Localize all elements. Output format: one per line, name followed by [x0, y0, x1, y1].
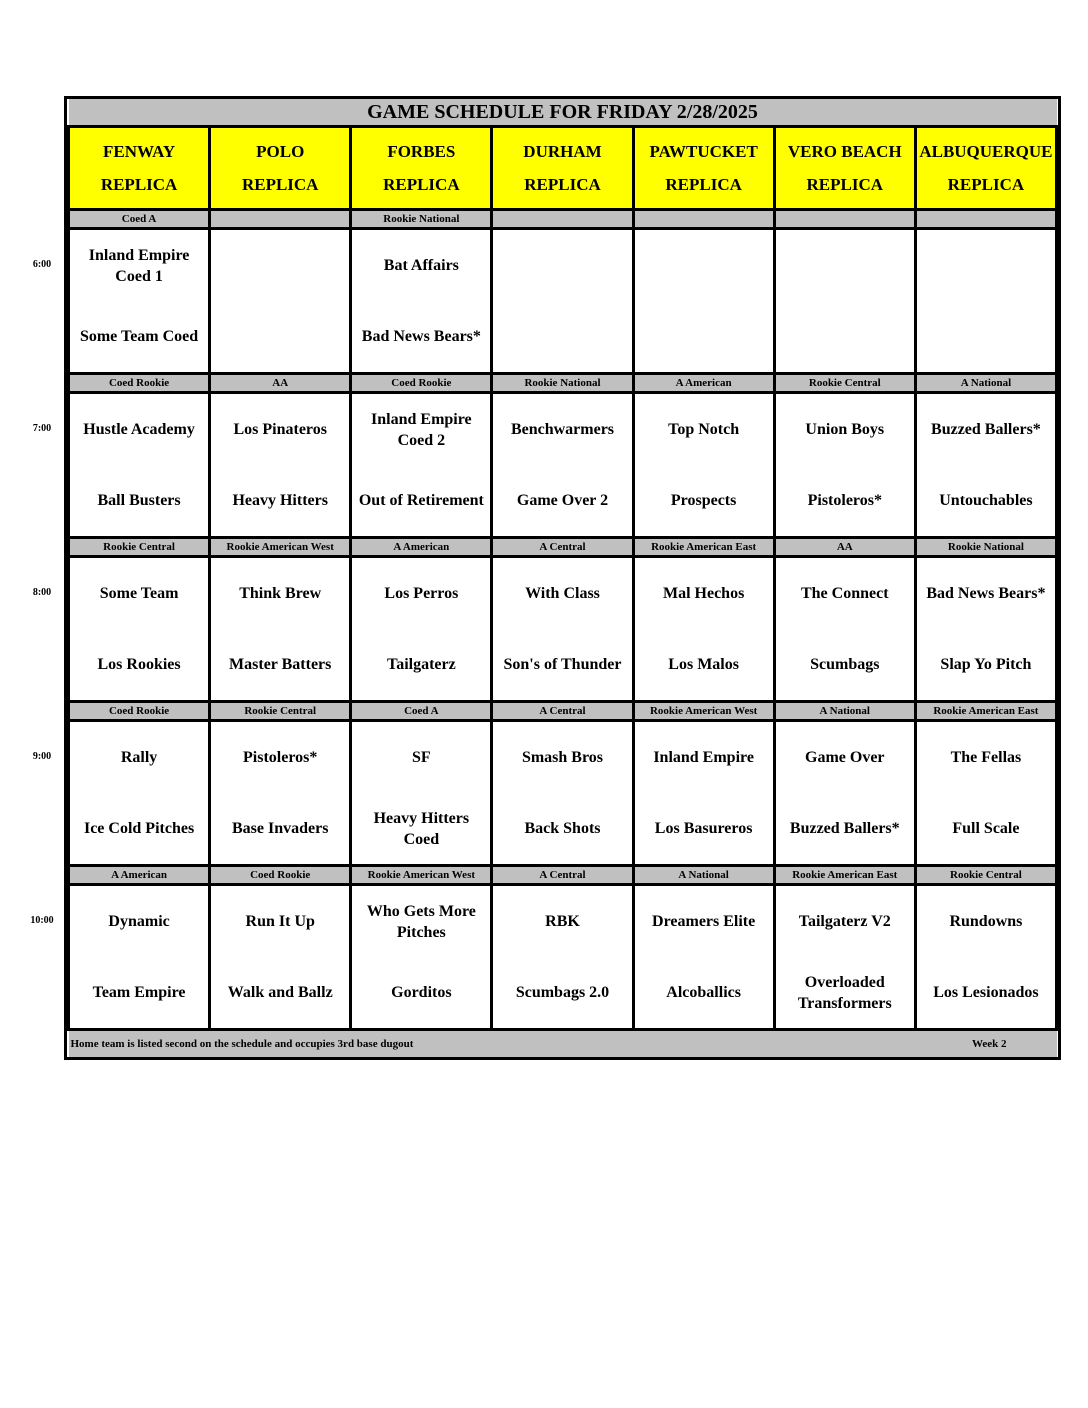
away-team: Think Brew: [239, 585, 322, 602]
division-label: Rookie American West: [210, 538, 351, 557]
game-cell: [915, 557, 1056, 702]
division-label: [774, 210, 915, 229]
field-subtitle: REPLICA: [665, 175, 742, 194]
game-cell: [351, 721, 492, 866]
time-label: 7:00: [32, 422, 52, 434]
home-team: Full Scale: [952, 820, 1020, 837]
game-cell: [774, 557, 915, 702]
away-team: Inland Empire Coed 1: [88, 246, 190, 285]
away-team: Bat Affairs: [383, 257, 459, 274]
division-row: [69, 866, 1057, 885]
game-cell: [774, 229, 915, 374]
away-team: Smash Bros: [521, 749, 604, 766]
game-cell: [351, 393, 492, 538]
division-label: Rookie National: [915, 538, 1056, 557]
away-team: Benchwarmers: [510, 421, 615, 438]
home-team: Buzzed Ballers*: [789, 820, 900, 837]
field-name: FENWAY: [103, 142, 176, 161]
away-team: Top Notch: [668, 421, 740, 438]
away-team: RBK: [545, 913, 580, 930]
division-label: Rookie American East: [915, 702, 1056, 721]
division-label: A American: [633, 374, 774, 393]
home-team: Tailgaterz: [386, 656, 456, 673]
away-team: Inland Empire: [653, 749, 754, 766]
home-team: Pistoleros*: [807, 492, 882, 509]
division-label: A Central: [492, 866, 633, 885]
division-label: Coed Rookie: [351, 374, 492, 393]
game-cell: [774, 721, 915, 866]
away-team: Who Gets More Pitches: [366, 902, 476, 941]
home-team: Prospects: [670, 492, 737, 509]
game-cell: [774, 885, 915, 1030]
home-team: [635, 301, 773, 372]
game-cell: [351, 557, 492, 702]
home-team: [211, 301, 349, 372]
away-team: Union Boys: [805, 421, 885, 438]
away-team: [493, 230, 631, 301]
field-subtitle: REPLICA: [383, 175, 460, 194]
division-label: A National: [633, 866, 774, 885]
division-row: [69, 210, 1057, 229]
division-label: Rookie Central: [774, 374, 915, 393]
division-label: [915, 210, 1056, 229]
game-cell: [492, 557, 633, 702]
field-subtitle: REPLICA: [806, 175, 884, 194]
time-label: 10:00: [30, 914, 54, 926]
away-team: Pistoleros*: [243, 749, 318, 766]
field-header: [633, 127, 774, 210]
division-label: A Central: [492, 538, 633, 557]
division-label: Rookie National: [492, 374, 633, 393]
time-label: 6:00: [32, 258, 52, 270]
schedule-title: GAME SCHEDULE FOR FRIDAY 2/28/2025: [69, 99, 1057, 127]
game-row: [69, 885, 1057, 1030]
division-label: A American: [351, 538, 492, 557]
game-cell: [351, 229, 492, 374]
home-team: Base Invaders: [231, 820, 329, 837]
schedule-table: [67, 99, 1058, 1057]
division-label: Rookie Central: [210, 702, 351, 721]
away-team: Los Pinateros: [233, 421, 327, 438]
game-cell: [69, 885, 210, 1030]
game-cell: [492, 393, 633, 538]
game-cell: [69, 393, 210, 538]
home-team: Heavy Hitters: [232, 492, 328, 509]
home-team: [493, 301, 631, 372]
field-header: [351, 127, 492, 210]
home-team: [776, 301, 914, 372]
field-subtitle: REPLICA: [241, 175, 319, 194]
away-team: Mal Hechos: [662, 585, 745, 602]
away-team: The Connect: [800, 585, 889, 602]
home-team: Untouchables: [939, 492, 1033, 509]
division-label: A National: [774, 702, 915, 721]
division-label: Coed Rookie: [210, 866, 351, 885]
away-team: Rundowns: [949, 913, 1023, 930]
division-label: Rookie Central: [69, 538, 210, 557]
game-cell: [351, 885, 492, 1030]
away-team: Hustle Academy: [83, 421, 195, 438]
home-team: Bad News Bears*: [361, 328, 481, 345]
game-cell: [492, 721, 633, 866]
game-cell: [915, 229, 1056, 374]
home-team: Back Shots: [524, 820, 601, 837]
game-cell: [69, 557, 210, 702]
game-cell: [492, 229, 633, 374]
division-label: A American: [69, 866, 210, 885]
home-team: Gorditos: [391, 984, 452, 1001]
home-team: Los Malos: [668, 656, 739, 673]
game-cell: [774, 393, 915, 538]
division-label: Rookie American East: [774, 866, 915, 885]
week-label: Week 2: [971, 1038, 1007, 1050]
footer-row: [69, 1030, 1057, 1058]
division-label: Rookie American West: [351, 866, 492, 885]
game-cell: [633, 229, 774, 374]
division-row: [69, 702, 1057, 721]
home-team: Ball Busters: [97, 492, 181, 509]
game-cell: [210, 557, 351, 702]
away-team: The Fellas: [950, 749, 1022, 766]
field-name: PAWTUCKET: [649, 142, 758, 161]
schedule-sheet: [64, 96, 1061, 1060]
home-team: Los Rookies: [97, 656, 181, 673]
division-label: A Central: [492, 702, 633, 721]
field-subtitle: REPLICA: [100, 175, 178, 194]
home-team: Some Team Coed: [79, 328, 199, 345]
home-team: Heavy Hitters Coed: [373, 809, 470, 848]
field-header: [69, 127, 210, 210]
home-team: Master Batters: [229, 656, 332, 673]
game-cell: [633, 885, 774, 1030]
time-label: 8:00: [32, 586, 52, 598]
field-name: DURHAM: [523, 142, 602, 161]
field-header: [492, 127, 633, 210]
home-team: [917, 301, 1055, 372]
game-cell: [69, 229, 210, 374]
division-label: Rookie Central: [915, 866, 1056, 885]
division-label: A National: [915, 374, 1056, 393]
home-team: Scumbags: [810, 656, 880, 673]
division-label: [492, 210, 633, 229]
away-team: Bad News Bears*: [926, 585, 1046, 602]
away-team: Some Team: [99, 585, 179, 602]
home-team: Son's of Thunder: [503, 656, 622, 673]
home-team: Scumbags 2.0: [515, 984, 610, 1001]
away-team: Inland Empire Coed 2: [371, 410, 472, 449]
away-team: Dynamic: [108, 913, 170, 930]
away-team: With Class: [525, 585, 600, 602]
game-cell: [915, 393, 1056, 538]
field-name: FORBES: [387, 142, 456, 161]
game-cell: [210, 721, 351, 866]
field-subtitle: REPLICA: [947, 175, 1025, 194]
division-label: Rookie American West: [633, 702, 774, 721]
away-team: Dreamers Elite: [652, 913, 756, 930]
home-team: Alcoballics: [666, 984, 741, 1001]
home-team: Team Empire: [92, 984, 186, 1001]
field-name: ALBUQUERQUE: [919, 142, 1053, 161]
away-team: Run It Up: [245, 913, 315, 930]
away-team: [635, 230, 773, 301]
away-team: [211, 230, 349, 301]
game-cell: [210, 229, 351, 374]
away-team: Game Over: [805, 749, 885, 766]
fields-row: [69, 127, 1057, 210]
game-cell: [69, 721, 210, 866]
away-team: [776, 230, 914, 301]
division-row: [69, 374, 1057, 393]
game-cell: [492, 885, 633, 1030]
home-team: Los Lesionados: [933, 984, 1039, 1001]
away-team: Buzzed Ballers*: [931, 421, 1041, 438]
away-team: [917, 230, 1055, 301]
away-team: Los Perros: [384, 585, 459, 602]
game-row: [69, 229, 1057, 374]
game-row: [69, 557, 1057, 702]
game-cell: [915, 721, 1056, 866]
home-team: Overloaded Transformers: [797, 973, 892, 1012]
footer-cell: [69, 1030, 1057, 1058]
home-team: Ice Cold Pitches: [83, 820, 195, 837]
game-cell: [633, 557, 774, 702]
division-label: [210, 210, 351, 229]
home-team: Slap Yo Pitch: [940, 656, 1032, 673]
division-label: Rookie National: [351, 210, 492, 229]
time-label: 9:00: [32, 750, 52, 762]
division-label: Coed Rookie: [69, 702, 210, 721]
division-label: Coed Rookie: [69, 374, 210, 393]
division-label: AA: [774, 538, 915, 557]
game-cell: [210, 885, 351, 1030]
away-team: Rally: [120, 749, 158, 766]
field-name: VERO BEACH: [787, 142, 902, 161]
division-label: [633, 210, 774, 229]
division-label: Rookie American East: [633, 538, 774, 557]
game-row: [69, 393, 1057, 538]
home-team: Out of Retirement: [358, 492, 484, 509]
field-header: [210, 127, 351, 210]
game-row: [69, 721, 1057, 866]
field-subtitle: REPLICA: [524, 175, 601, 194]
game-cell: [633, 393, 774, 538]
division-label: Coed A: [351, 702, 492, 721]
footer-note: Home team is listed second on the schedule and occupies 3rd base dugout: [70, 1038, 414, 1050]
division-label: Coed A: [69, 210, 210, 229]
away-team: SF: [412, 749, 431, 766]
home-team: Los Basureros: [654, 820, 753, 837]
game-cell: [633, 721, 774, 866]
away-team: Tailgaterz V2: [798, 913, 891, 930]
division-row: [69, 538, 1057, 557]
game-cell: [210, 393, 351, 538]
game-cell: [915, 885, 1056, 1030]
field-header: [774, 127, 915, 210]
home-team: Game Over 2: [516, 492, 609, 509]
field-header: [915, 127, 1056, 210]
title-row: [69, 99, 1057, 127]
home-team: Walk and Ballz: [227, 984, 333, 1001]
division-label: AA: [210, 374, 351, 393]
field-name: POLO: [256, 142, 305, 161]
